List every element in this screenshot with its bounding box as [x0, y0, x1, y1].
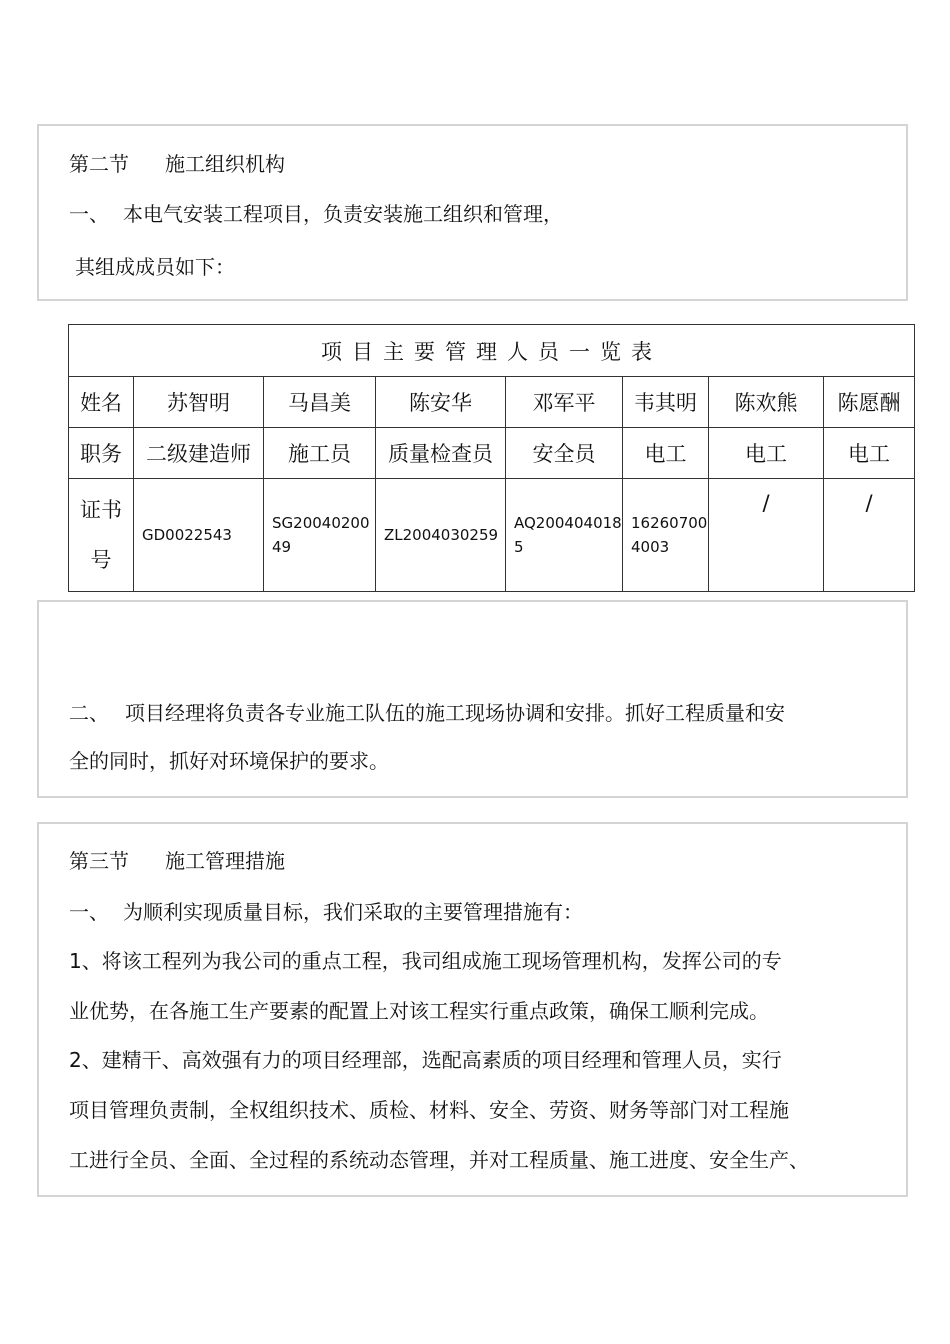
section3-paragraph-1: [69, 899, 583, 925]
person-name: 陈欢熊: [709, 377, 824, 428]
section2-heading-title: 施工组织机构: [165, 152, 285, 176]
person-role: 安全员: [506, 428, 623, 479]
person-cert: GD0022543: [134, 479, 264, 592]
section2-part2-line-1: [69, 700, 785, 726]
row-label-name: 姓名: [69, 377, 134, 428]
section2-paragraph-1: [69, 201, 563, 227]
roster-table-title: 项目主要管理人员一览表: [69, 325, 915, 377]
section3-item1-line-1: 1、将该工程列为我公司的重点工程，我司组成施工现场管理机构，发挥公司的专: [69, 949, 782, 973]
section3-item1-line-2: 业优势，在各施工生产要素的配置上对该工程实行重点政策，确保工顺利完成。: [69, 999, 769, 1023]
person-cert: /: [824, 479, 915, 592]
person-name: 邓军平: [506, 377, 623, 428]
row-label-cert-bottom: 号: [90, 548, 112, 572]
section2-part2-prefix: 二、: [69, 701, 109, 725]
person-role: 二级建造师: [134, 428, 264, 479]
person-name: 马昌美: [264, 377, 376, 428]
section3-heading: [69, 848, 285, 874]
person-name: 陈愿酬: [824, 377, 915, 428]
person-name: 苏智明: [134, 377, 264, 428]
person-role: 电工: [824, 428, 915, 479]
section2-paragraph-2: 其组成成员如下：: [75, 255, 235, 279]
roster-table: [68, 324, 915, 592]
person-name: 韦其明: [623, 377, 709, 428]
person-cert: AQ2004040185: [506, 479, 623, 592]
section3-p1-text: 为顺利实现质量目标，我们采取的主要管理措施有：: [123, 900, 583, 924]
person-role: 电工: [623, 428, 709, 479]
section3-item2-line-2: 项目管理负责制，全权组织技术、质检、材料、安全、劳资、财务等部门对工程施: [69, 1098, 789, 1122]
person-cert: SG2004020049: [264, 479, 376, 592]
section3-heading-num: 第三节: [69, 849, 129, 873]
row-label-cert: [69, 479, 134, 592]
section2-heading: [69, 151, 285, 177]
section2-p1-text: 本电气安装工程项目，负责安装施工组织和管理，: [123, 202, 563, 226]
person-name: 陈安华: [376, 377, 506, 428]
section3-p1-prefix: 一、: [69, 900, 109, 924]
section2-heading-num: 第二节: [69, 152, 129, 176]
section2-p1-prefix: 一、: [69, 202, 109, 226]
section3-item2-line-3: 工进行全员、全面、全过程的系统动态管理，并对工程质量、施工进度、安全生产、: [69, 1148, 809, 1172]
person-cert: 162607004003: [623, 479, 709, 592]
person-role: 质量检查员: [376, 428, 506, 479]
person-cert: /: [709, 479, 824, 592]
person-role: 电工: [709, 428, 824, 479]
row-label-cert-top: 证书: [80, 498, 122, 522]
section3-heading-title: 施工管理措施: [165, 849, 285, 873]
section2-part2-line-2: 全的同时，抓好对环境保护的要求。: [69, 749, 389, 773]
row-label-role: 职务: [69, 428, 134, 479]
section2-part2-text-1: 项目经理将负责各专业施工队伍的施工现场协调和安排。抓好工程质量和安: [125, 701, 785, 725]
person-role: 施工员: [264, 428, 376, 479]
section3-item2-line-1: 2、建精干、高效强有力的项目经理部，选配高素质的项目经理和管理人员，实行: [69, 1048, 782, 1072]
person-cert: ZL2004030259: [376, 479, 506, 592]
